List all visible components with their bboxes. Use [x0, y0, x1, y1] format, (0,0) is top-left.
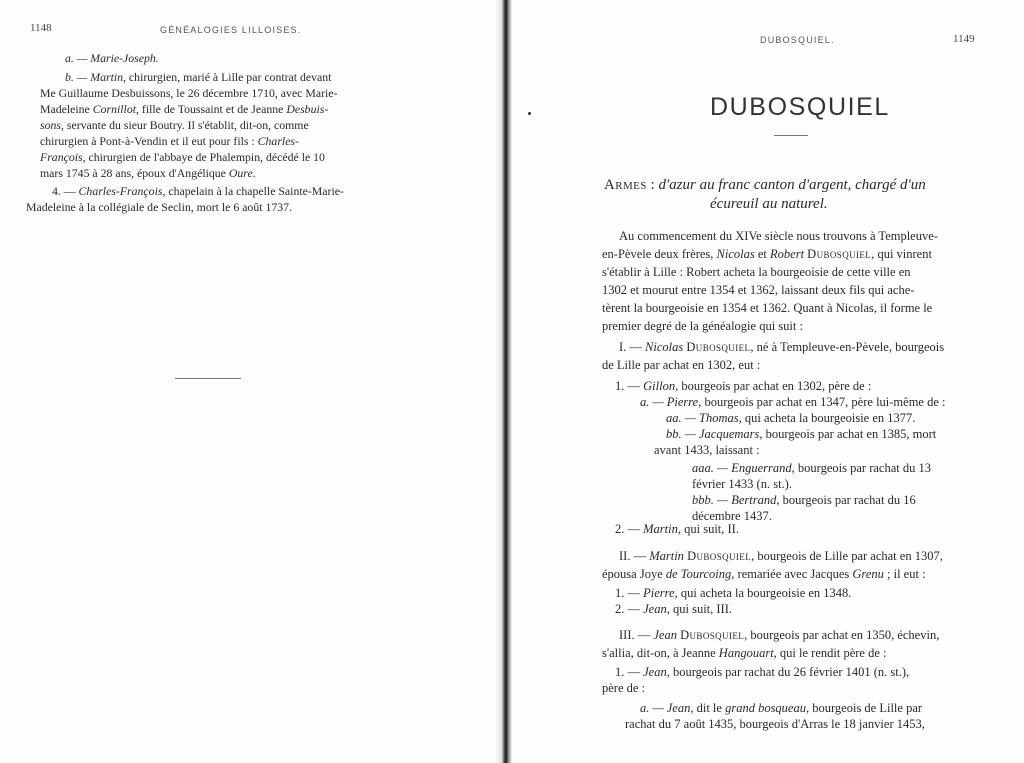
list-item: aaa. — Enguerrand, bourgeois par rachat du 13 — [692, 461, 931, 475]
list-item: 1. — Jean, bourgeois par rachat du 26 février 1401 (n. st.), — [615, 665, 910, 679]
entry-a: a. — Marie-Joseph. — [65, 51, 159, 65]
list-item: aa. — Thomas, qui acheta la bourgeoisie en 1377. — [666, 411, 916, 425]
right-page: DUBOSQUIEL. 1149 DUBOSQUIEL Armes : d'azur au franc canton d'argent, chargé d'un écureuil au naturel. Au commencement du XIVe siècle nous trouvons à Templeuve- en-Pèvele deux frères, Nicolas et Robert Dubosquiel, qui vinrent s'établir à Lille : Robert acheta la bourgeoisie de cette ville en 1302 et mourut entre 1354 et 1362, laissant deux fils qui ache- tèrent la bourgeoisie en 1354 et 1362. Quant à Nicolas, il forme le premier degré de la généalogie qui suit : I. — Nicolas Dubosquiel, né à Templeuve-en-Pèvele, bourgeois de Lille par achat en 1302, eut : 1. — Gillon, bourgeois par achat en 1302, père de : a. — Pierre, bourgeois par achat en 1347, père lui-même de : aa. — Thomas, qui acheta la bourgeoisie en 1377. bb. — Jacquemars, bourgeois par achat en 1385, mort avant 1433, laissant : aaa. — Enguerrand, bourgeois par rachat du 13 février 1433 (n. st.). bbb. — Bertrand, bourgeois par rachat du 16 décembre 1437. 2. — Martin, qui suit, II. II. — Martin Dubosquiel, bourgeois de Lille par achat en 1307, épousa Joye de Tourcoing, remariée avec Jacques Grenu ; il eut : 1. — Pierre, qui acheta la bourgeoisie en 1348. 2. — Jean, qui suit, III. III. — Jean Dubosquiel, bourgeois par achat en 1350, échevin, s'allia, dit-on, à Jeanne Hangouart, qui le rendit père de : 1. — Jean, bourgeois par rachat du 26 février 1401 (n. st.), père de : a. — Jean, dit le grand bosqueau, bourgeois de Lille par rachat du 7 août 1435, bourgeois d'Arras le 18 janvier 1453, — [512, 0, 1024, 763]
list-item: a. — Pierre, bourgeois par achat en 1347, père lui-même de : — [640, 395, 946, 409]
right-running-head: DUBOSQUIEL. — [760, 35, 835, 45]
list-item: 2. — Martin, qui suit, II. — [615, 522, 739, 536]
list-item: bb. — Jacquemars, bourgeois par achat en 1385, mort — [666, 427, 937, 441]
list-item: 2. — Jean, qui suit, III. — [615, 602, 733, 616]
list-item: 1. — Pierre, qui acheta la bourgeoisie en 1348. — [615, 586, 852, 600]
left-folio: 1148 — [30, 22, 52, 34]
title-rule — [774, 135, 808, 136]
end-rule — [175, 378, 241, 379]
margin-mark — [528, 112, 531, 115]
left-page: 1148 GÉNÉALOGIES LILLOISES. a. — Marie-Joseph. b. — Martin, chirurgien, marié à Lille par contrat devant Me Guillaume Desbuissons, le 26 décembre 1710, avec Marie- Madeleine Cornillot, fille de Toussaint et de Jeanne Desbuis- sons, servante du sieur Boutry. Il s'établit, dit-on, comme chirurgien à Pont-à-Vendin et il eut pour fils : Charles- François, chirurgien de l'abbaye de Phalempin, décédé le 10 mars 1745 à 28 ans, époux d'Angélique Oure. 4. — Charles-François, chapelain à la chapelle Sainte-Marie- Madeleine à la collégiale de Seclin, mort le 6 août 1737. — [0, 0, 505, 763]
right-folio: 1149 — [953, 33, 975, 45]
list-item: a. — Jean, dit le grand bosqueau, bourgeois de Lille par — [640, 701, 923, 715]
left-running-head: GÉNÉALOGIES LILLOISES. — [160, 25, 302, 35]
armes-line-2: écureuil au naturel. — [710, 196, 828, 212]
list-item: bbb. — Bertrand, bourgeois par rachat du 16 — [692, 493, 916, 507]
page-title: DUBOSQUIEL — [710, 93, 890, 121]
armes-line-1: Armes : d'azur au franc canton d'argent, chargé d'un — [604, 177, 926, 193]
list-item: 1. — Gillon, bourgeois par achat en 1302, père de : — [615, 379, 872, 393]
